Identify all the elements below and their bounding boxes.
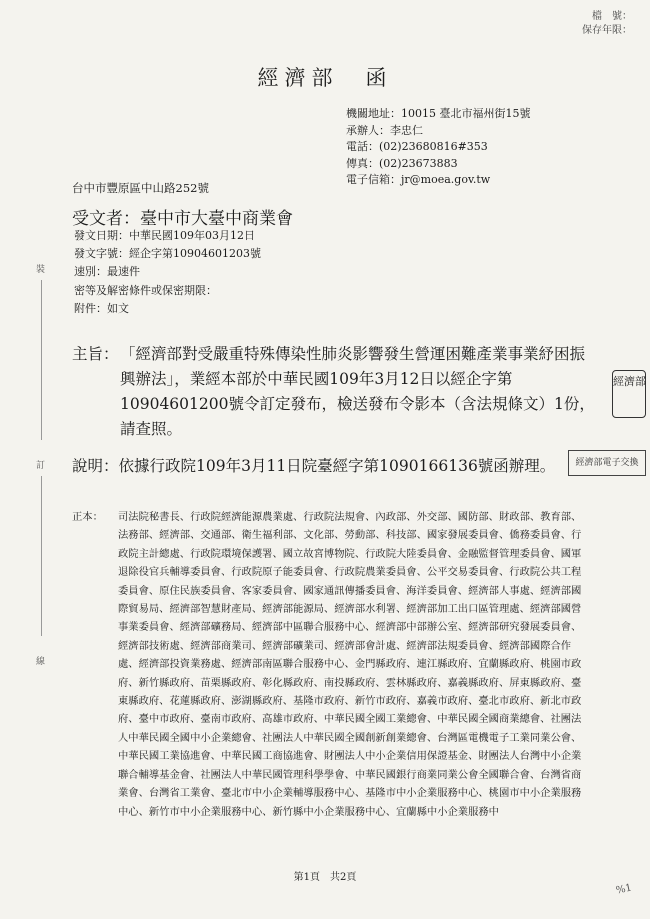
recipients-label: 正本：	[72, 511, 103, 523]
explanation-section	[72, 456, 555, 476]
sender-info	[346, 106, 531, 189]
explanation-text: 依據行政院109年3月11日院臺經字第1090166136號函辦理。	[118, 457, 556, 475]
binding-mark-3: 線	[36, 657, 46, 667]
explanation-label: 說明：	[72, 457, 119, 475]
binding-line-1	[41, 280, 42, 440]
sender-contact: 承辦人：李忠仁	[346, 123, 423, 137]
binding-mark-1: 裝	[36, 265, 46, 275]
exchange-stamp: 經濟部電子交換	[568, 450, 646, 476]
subject-label: 主旨：	[72, 345, 119, 363]
issue-date: 發文日期：中華民國109年03月12日	[74, 229, 255, 242]
binding-margin	[30, 262, 54, 822]
recipient: 受文者：臺中市大臺中商業會	[72, 209, 293, 229]
addressee-address: 台中市豐原區中山路252號	[72, 181, 209, 195]
document-title: 經濟部 函	[257, 66, 393, 90]
security-level: 密等及解密條件或保密期限：	[74, 283, 217, 297]
seal-stamp: 經濟部	[612, 370, 646, 418]
sender-phone: 電話：(02)23680816#353	[346, 140, 488, 153]
recipients-text: 司法院秘書長、行政院經濟能源農業處、行政院法規會、內政部、外交部、國防部、財政部、教育部、法務部、經濟部、交通部、衛生福利部、文化部、勞動部、科技部、國家發展委員會、僑務委員會、行政院主計總處、行政院環境保護署、國立故宮博物院、行政院大陸委員會、金融監督管理委員會、國軍退除役官兵輔導委員會、行政院原子能委員會、行政院農業委員會、公平交易委員會、行政院公共工程委員會、原住民族委員會、客家委員會、國家通訊傳播委員會、海洋委員會、經濟部人事處、經濟部國際貿易局、經濟部智慧財產局、經濟部能源局、經濟部水利署、經濟部加工出口區管理處、經濟部國營事業委員會、經濟部礦務局、經濟部中區聯合服務中心、經濟部中部辦公室、經濟部研究發展委員會、經濟部技術處、經濟部商業司、經濟部礦業司、經濟部會計處、經濟部法規委員會、經濟部國際合作處、經濟部投資業務處、經濟部南區聯合服務中心、金門縣政府、連江縣政府、宜蘭縣政府、桃園市政府、新竹縣政府、苗栗縣政府、彰化縣政府、南投縣政府、雲林縣政府、嘉義縣政府、屏東縣政府、臺東縣政府、花蓮縣政府、澎湖縣政府、基隆市政府、新竹市政府、嘉義市政府、臺北市政府、新北市政府、臺中市政府、臺南市政府、高雄市政府、中華民國全國工業總會、中華民國全國商業總會、社團法人中華民國全國中小企業總會、社團法人中華民國全國創新創業總會、台灣區電機電子工業同業公會、中華民國工業協進會、中華民國工商協進會、財團法人中小企業信用保證基金、財團法人台灣中小企業聯合輔導基金會、社團法人中華民國管理科學學會、中華民國銀行商業同業公會全國聯合會、台灣省商業會、台灣省工業會、臺北市中小企業輔導服務中心、基隆市中小企業服務中心、桃園市中小企業服務中心、新竹市中小企業服務中心、新竹縣中小企業服務中心、宜蘭縣中小企業服務中	[118, 511, 582, 818]
page-number: 第1頁 共2頁	[293, 872, 357, 883]
delivery-speed: 速別：最速件	[74, 265, 140, 279]
sender-email: 電子信箱：jr@moea.gov.tw	[346, 173, 491, 186]
binding-mark-2: 訂	[36, 461, 46, 471]
subject-text: 「經濟部對受嚴重特殊傳染性肺炎影響發生營運困難產業事業紓困振興辦法」，業經本部於中華民國109年3月12日以經企字第10904601200號令訂定發布，檢送發布令影本（含法規條文）1份，請查照。	[120, 345, 595, 438]
attachments: 附件：如文	[74, 301, 129, 315]
document-meta	[74, 227, 261, 318]
binding-line-2	[41, 476, 42, 636]
file-no-label: 檔 號：	[592, 11, 632, 22]
file-info	[582, 10, 632, 38]
document-number: 發文字號：經企字第10904601203號	[74, 247, 261, 261]
sender-address: 機關地址：10015 臺北市福州街15號	[346, 107, 531, 120]
corner-handwritten-mark: %1	[615, 882, 633, 897]
retention-label: 保存年限：	[582, 25, 632, 36]
sender-fax: 傳真：(02)23673883	[346, 156, 458, 170]
